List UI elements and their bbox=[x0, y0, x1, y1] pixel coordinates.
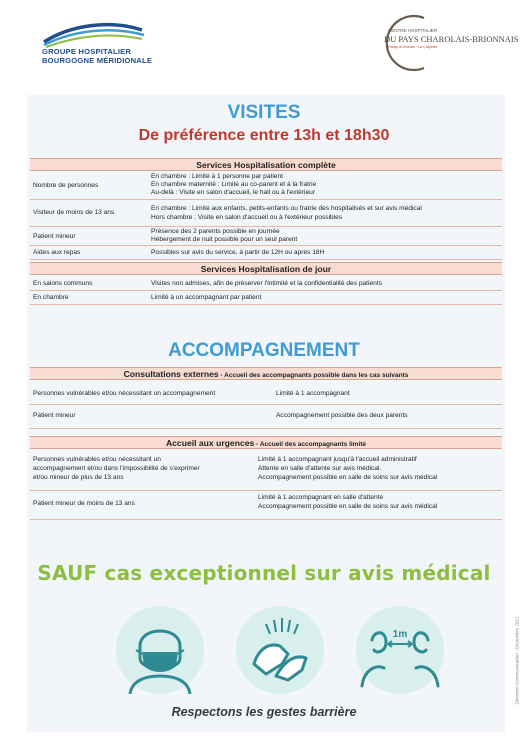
sauf-notice: SAUF cas exceptionnel sur avis médical bbox=[37, 561, 491, 585]
distance-label: 1m bbox=[392, 629, 408, 640]
band-main-text: Accueil aux urgences bbox=[165, 438, 255, 448]
row-label: En salons communs bbox=[33, 280, 93, 287]
distance-icon bbox=[356, 606, 444, 694]
accompagnement-title: ACCOMPAGNEMENT bbox=[168, 340, 360, 361]
row-label: et/ou mineur de plus de 13 ans bbox=[33, 474, 124, 481]
row-value: Accompagnement possible des deux parents bbox=[276, 412, 408, 419]
row-label: Personnes vulnérables et/ou nécessitant un accompagnement bbox=[33, 390, 216, 397]
band-main-text: Consultations externes bbox=[123, 369, 219, 379]
row-value: Limité à un accompagnant par patient bbox=[151, 294, 262, 301]
row-label: Patient mineur bbox=[33, 233, 76, 240]
ch-logo-line1: CENTRE HOSPITALIER bbox=[388, 28, 438, 33]
visites-subtitle: De préférence entre 13h et 18h30 bbox=[138, 127, 390, 144]
ch-logo-line3: Paray-le-Monial · La Clayette bbox=[388, 45, 438, 49]
mask-pictogram bbox=[116, 606, 204, 694]
row-value: Limité à 1 accompagnant en salle d'attente bbox=[258, 494, 384, 501]
row-value: Attente en salle d'attente sur avis médical. bbox=[258, 465, 382, 472]
row-value: En chambre maternité : Limité au co-parent et à la fratrie bbox=[151, 181, 317, 188]
ghbm-logo-line2: BOURGOGNE MÉRIDIONALE bbox=[42, 56, 153, 65]
band-sub-text: - Accueil des accompagnants limité bbox=[254, 441, 367, 448]
row-value: Accompagnement possible en salle de soins sur avis médical bbox=[258, 503, 438, 510]
band-urgences bbox=[30, 436, 502, 449]
row-value: Hors chambre : Visite en salon d'accueil ou à l'extérieur possibles bbox=[151, 214, 343, 221]
table-row bbox=[30, 381, 502, 405]
visites-title: VISITES bbox=[227, 102, 301, 123]
row-value: En chambre : Limité aux enfants, petits-enfants ou fratrie des hospitalisés et sur avis médical bbox=[151, 205, 422, 212]
row-value: Hébergement de nuit possible pour un seul parent bbox=[151, 236, 298, 243]
table-row bbox=[30, 277, 502, 291]
table-row bbox=[30, 451, 502, 491]
row-value: Au-delà : Visite en salon d'accueil, le hall ou à l'extérieur bbox=[151, 189, 316, 196]
row-value: Limité à 1 accompagnant jusqu'à l'accueil administratif bbox=[258, 456, 417, 463]
row-label: accompagnement et/ou dans l'impossibilité de s'exprimer bbox=[33, 465, 200, 472]
row-value: En chambre : Limité à 1 personne par patient bbox=[151, 173, 283, 180]
table-row bbox=[30, 491, 502, 520]
band-hospitalisation-complete: Services Hospitalisation complète bbox=[30, 158, 502, 171]
row-label: Aides aux repas bbox=[33, 249, 81, 256]
row-value: Visites non admises, afin de préserver l'intimité et la confidentialité des patients bbox=[151, 280, 382, 287]
row-value: Possibles sur avis du service, à partir de 12H ou après 18H bbox=[151, 249, 325, 256]
row-value: Accompagnement possible en salle de soins sur avis médical bbox=[258, 474, 438, 481]
side-note bbox=[509, 590, 519, 730]
distance-pictogram bbox=[356, 606, 444, 694]
table-row bbox=[30, 227, 502, 246]
ghbm-logo-line1: GROUPE HOSPITALIER bbox=[42, 47, 132, 56]
row-value: Présence des 2 parents possible en journée bbox=[151, 228, 280, 235]
footer-slogan: Respectons les gestes barrière bbox=[171, 705, 357, 719]
handwash-pictogram bbox=[236, 606, 324, 694]
row-label: En chambre bbox=[33, 294, 69, 301]
band-hospitalisation-jour: Services Hospitalisation de jour bbox=[30, 262, 502, 275]
mask-icon bbox=[116, 606, 204, 694]
row-label: Visiteur de moins de 13 ans bbox=[33, 209, 115, 216]
row-label: Patient mineur de moins de 13 ans bbox=[33, 500, 135, 507]
ch-logo-line2: DU PAYS CHAROLAIS-BRIONNAIS bbox=[384, 34, 519, 44]
handwash-icon bbox=[236, 606, 324, 694]
ch-charolais-logo bbox=[380, 12, 519, 74]
band-sub-text: - Accueil des accompagnants possible dans les cas suivants bbox=[218, 372, 409, 379]
ghbm-logo bbox=[42, 16, 172, 64]
side-note-text: Direction Communication - Décembre 2021 bbox=[514, 616, 520, 705]
ghbm-logo-waves-icon bbox=[42, 16, 172, 48]
table-row bbox=[30, 200, 502, 227]
row-label: Nombre de personnes bbox=[33, 182, 99, 189]
band-consultations-externes bbox=[30, 367, 502, 380]
table-row bbox=[30, 246, 502, 260]
table-row bbox=[30, 405, 502, 429]
table-row bbox=[30, 172, 502, 200]
row-value: Limité à 1 accompagnant bbox=[276, 390, 350, 397]
table-row bbox=[30, 291, 502, 305]
row-label: Patient mineur bbox=[33, 412, 76, 419]
row-label: Personnes vulnérables et/ou nécessitant un bbox=[33, 456, 161, 463]
